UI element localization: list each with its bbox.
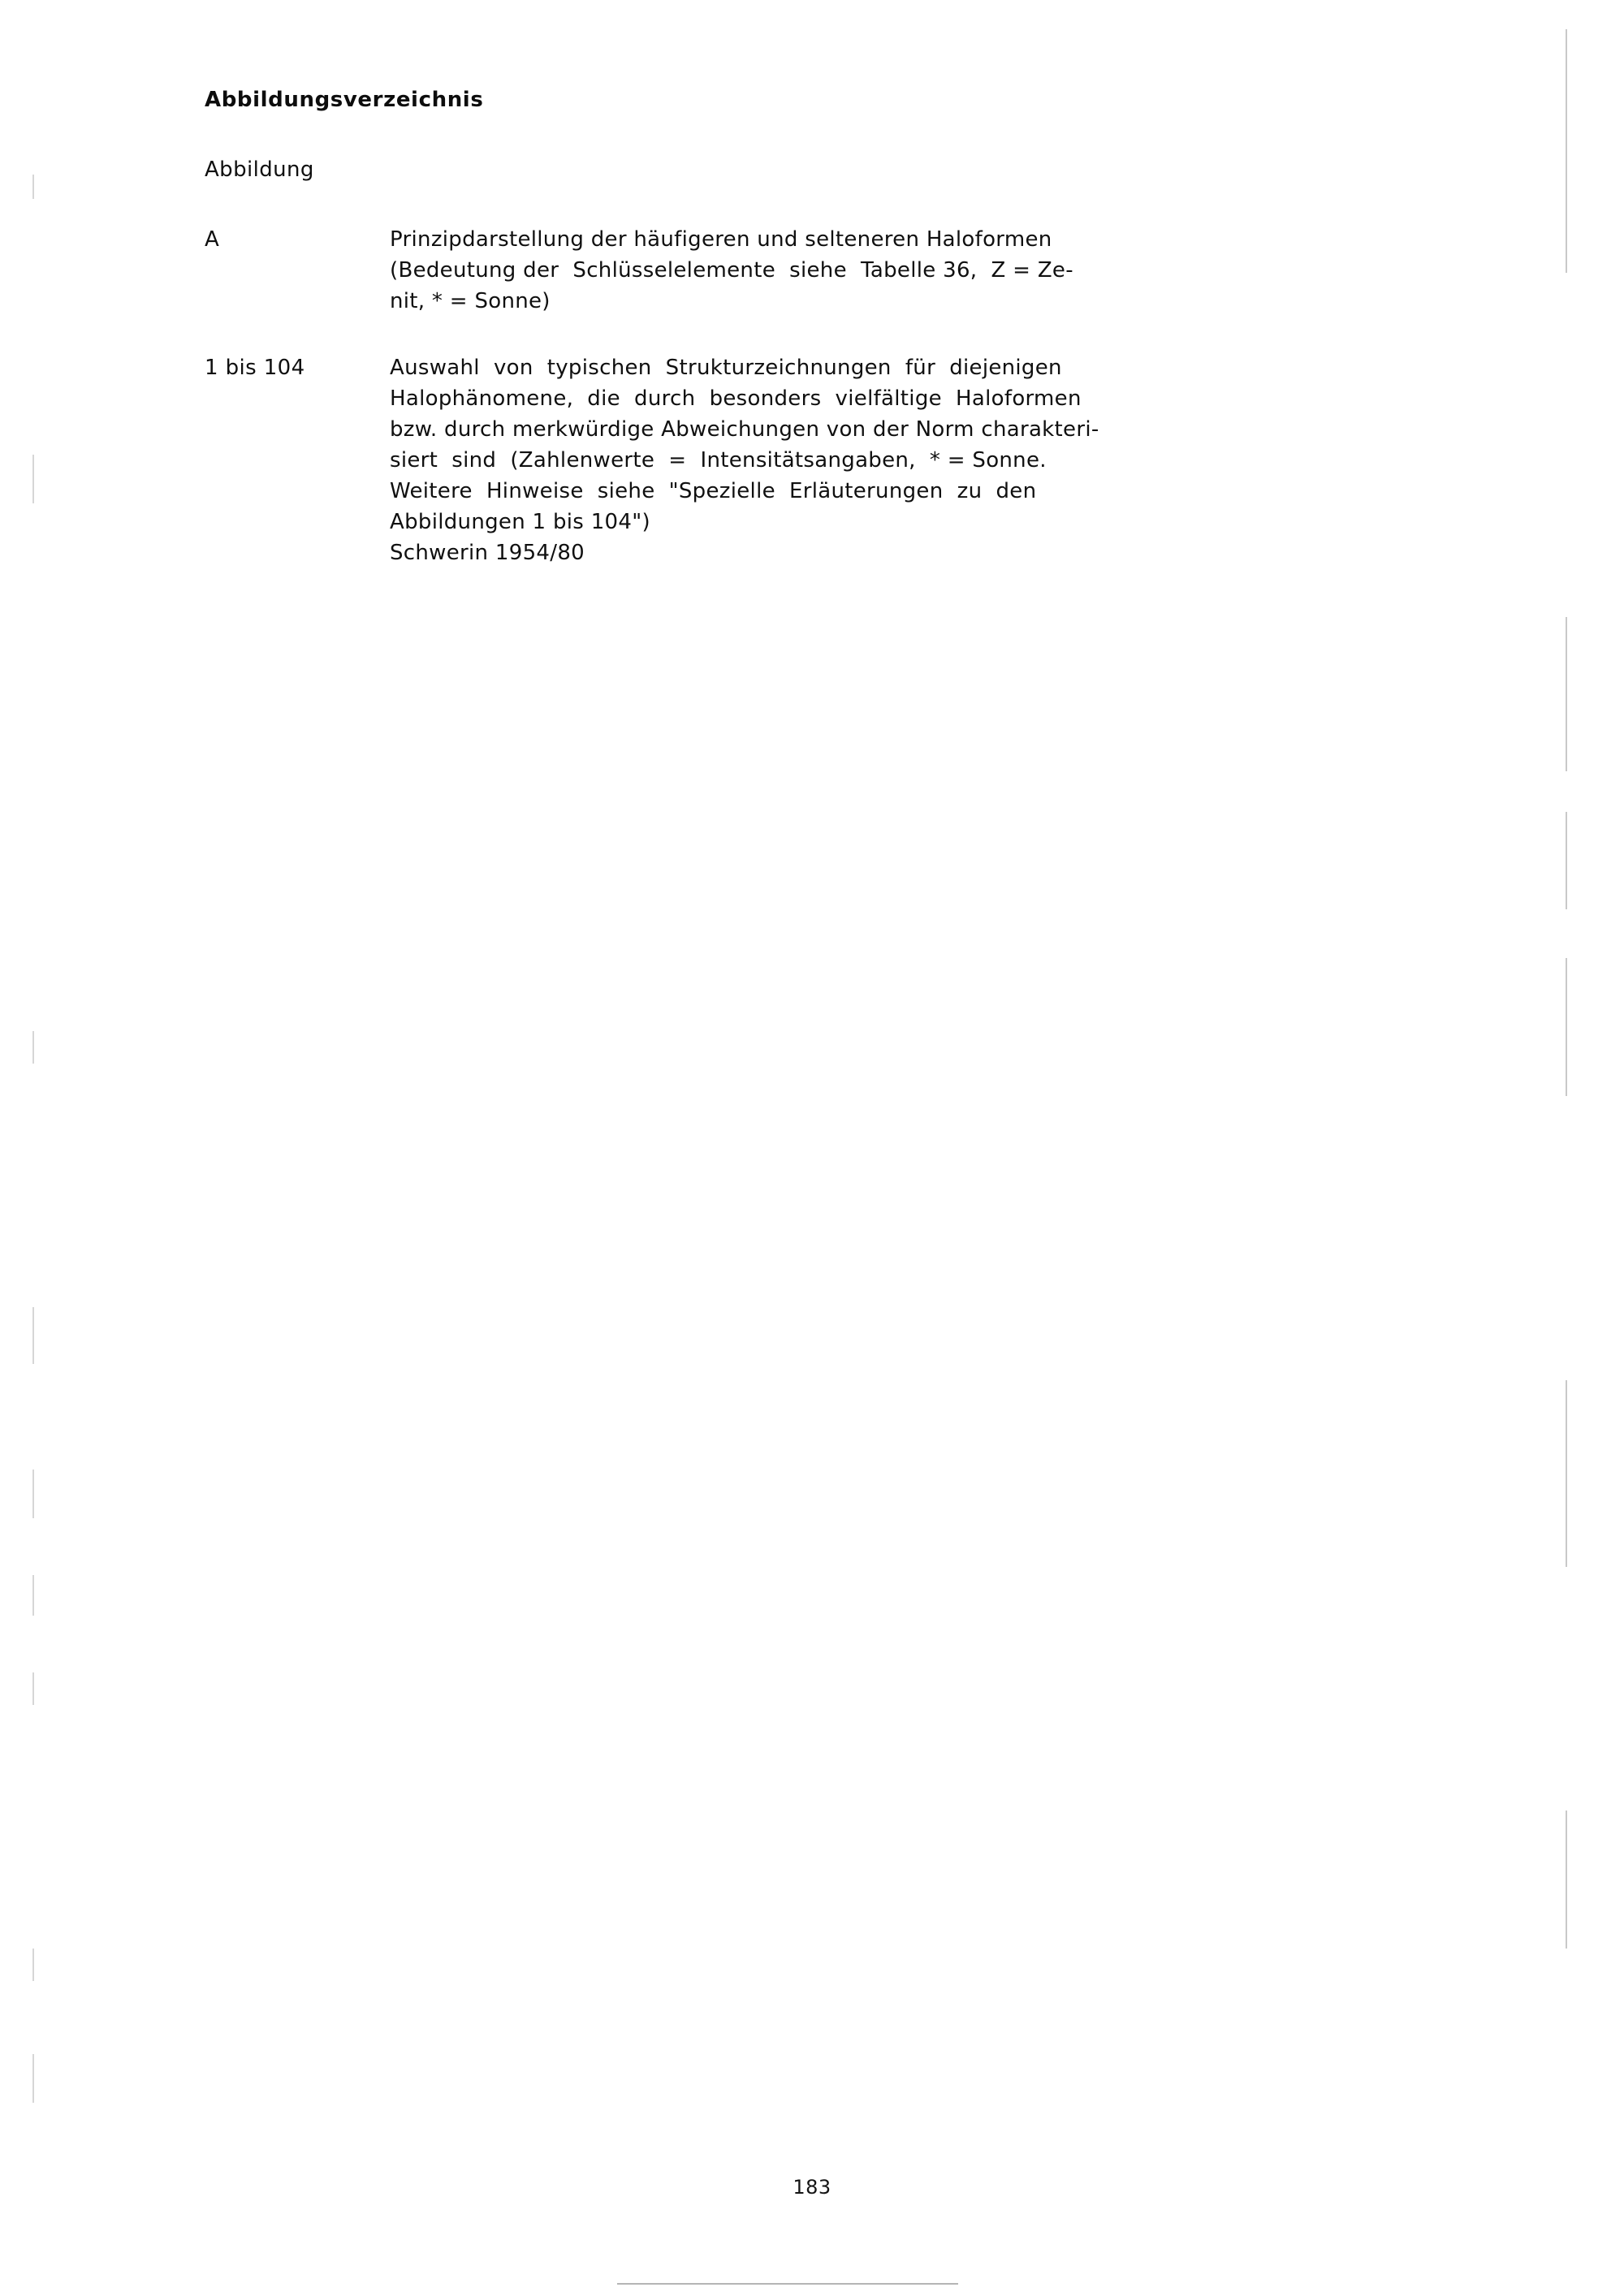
scan-artifact-left — [32, 2054, 34, 2103]
scan-artifact-right — [1566, 29, 1567, 273]
scan-artifact-right — [1566, 1810, 1567, 1949]
figure-description-line: Schwerin 1954/80 — [390, 541, 585, 565]
figure-description-line: Weitere Hinweise siehe "Spezielle Erläuterungen zu den — [390, 479, 1037, 503]
figure-description — [390, 352, 1406, 568]
list-item — [205, 224, 1406, 317]
scan-artifact-right — [1566, 1380, 1567, 1567]
page-bottom-rule — [617, 2283, 958, 2285]
scan-artifact-left — [32, 1949, 34, 1981]
figure-description-line: siert sind (Zahlenwerte = Intensitätsangaben, * = Sonne. — [390, 448, 1047, 473]
scan-artifact-left — [32, 1575, 34, 1616]
scan-artifact-right — [1566, 958, 1567, 1096]
section-label: Abbildung — [205, 158, 314, 182]
figure-description-line: Prinzipdarstellung der häufigeren und selteneren Haloformen — [390, 227, 1052, 252]
list-item — [205, 352, 1406, 568]
scan-artifact-left — [32, 1307, 34, 1364]
figure-description-line: (Bedeutung der Schlüsselelemente siehe Tabelle 36, Z = Ze- — [390, 258, 1073, 283]
figure-description — [390, 224, 1406, 317]
figure-key: 1 bis 104 — [205, 356, 305, 380]
figure-description-line: bzw. durch merkwürdige Abweichungen von der Norm charakteri- — [390, 417, 1099, 442]
scan-artifact-right — [1566, 617, 1567, 771]
scan-artifact-left — [32, 1672, 34, 1705]
figure-description-line: nit, * = Sonne) — [390, 289, 551, 313]
scan-artifact-left — [32, 1031, 34, 1064]
scan-artifact-left — [32, 1470, 34, 1518]
scan-artifact-right — [1566, 812, 1567, 909]
figure-description-line: Halophänomene, die durch besonders vielfältige Haloformen — [390, 386, 1082, 411]
figure-key: A — [205, 227, 220, 252]
page-title: Abbildungsverzeichnis — [205, 88, 484, 112]
page-number: 183 — [793, 2176, 831, 2199]
scan-artifact-left — [32, 175, 34, 199]
figure-description-line: Abbildungen 1 bis 104") — [390, 510, 650, 534]
scan-artifact-left — [32, 455, 34, 503]
figure-description-line: Auswahl von typischen Strukturzeichnungen für diejenigen — [390, 356, 1062, 380]
document-content — [205, 88, 1406, 604]
